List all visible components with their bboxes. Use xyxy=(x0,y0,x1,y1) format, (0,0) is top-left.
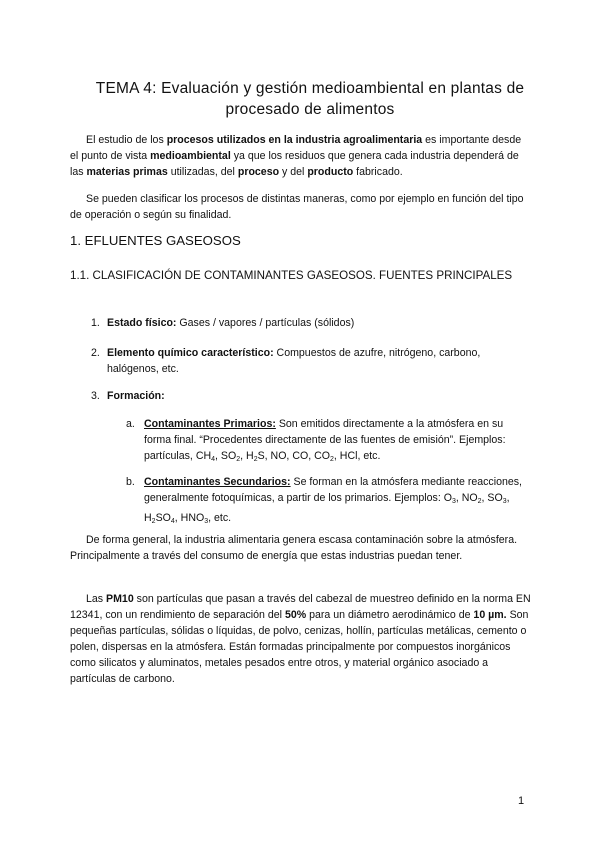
sublist-letter: b. xyxy=(126,476,135,488)
intro-bold-text: materias primas xyxy=(86,166,168,178)
sublist-item xyxy=(126,474,532,530)
formula-text: S, NO, CO, CO xyxy=(257,450,330,462)
intro-text: es importante desde el punto de vista xyxy=(70,134,522,162)
sublist-letter: a. xyxy=(126,418,135,430)
subscript: 2 xyxy=(236,456,241,463)
intro-text: ya que los residuos que genera cada industria dependerá de las xyxy=(70,150,519,178)
intro-text: utilizadas, del xyxy=(167,166,238,178)
subsection-heading: 1.1. CLASIFICACIÓN DE CONTAMINANTES GASEOSOS. FUENTES PRINCIPALES xyxy=(70,269,513,282)
general-paragraph: De forma general, la industria alimentaria genera escasa contaminación sobre la atmósfera. Principalmente a través del consumo de energía que estas industrias puedan tener. xyxy=(70,534,518,562)
pm10-text: Las xyxy=(86,593,107,605)
list-label: Estado físico: xyxy=(107,317,177,329)
intro-paragraph xyxy=(70,132,532,180)
pm10-text: son partículas que pasan a través del cabezal de muestreo definido en la norma EN 12341, con un rendimiento de separación del xyxy=(70,593,531,621)
list-item xyxy=(91,315,531,331)
list-number: 3. xyxy=(91,390,100,402)
formula-text: , SO xyxy=(481,492,503,504)
page-number: 1 xyxy=(518,795,525,807)
pm10-paragraph xyxy=(70,591,532,687)
list-item xyxy=(91,345,531,377)
list-label: Formación: xyxy=(107,390,165,402)
intro-bold-text: proceso xyxy=(237,166,280,178)
intro-bold-text: producto xyxy=(307,166,354,178)
subscript: 3 xyxy=(204,518,209,525)
intro-paragraph-2: Se pueden clasificar los procesos de distintas maneras, como por ejemplo en función del tipo de operación o según su finalidad. xyxy=(70,193,524,221)
list-item xyxy=(91,388,531,404)
intro-bold-text: medioambiental xyxy=(150,150,231,162)
subscript: 2 xyxy=(253,456,258,463)
subscript: 2 xyxy=(477,498,482,505)
formula-text: , H xyxy=(240,450,254,462)
list-text: Compuestos de azufre, nitrógeno, carbono, halógenos, etc. xyxy=(107,347,481,375)
pm10-text: para un diámetro aerodinámico de xyxy=(306,609,474,621)
pm10-bold-text: 50% xyxy=(284,609,307,621)
sublist-text: Se forman en la atmósfera mediante reacciones, generalmente fotoquímicas, a partir de los primarios. Ejemplos: xyxy=(144,476,522,504)
intro-text: El estudio de los xyxy=(86,134,167,146)
document-title: TEMA 4: Evaluación y gestión medioambiental en plantas de procesado de alimentos xyxy=(95,80,525,118)
subscript: 2 xyxy=(330,456,334,463)
sublist-label: Contaminantes Primarios: xyxy=(144,418,276,430)
formula-text: , H xyxy=(144,492,510,524)
subscript: 2 xyxy=(151,518,156,525)
section-heading: 1. EFLUENTES GASEOSOS xyxy=(70,233,241,248)
subscript: 4 xyxy=(170,518,175,525)
pm10-text: Son pequeñas partículas, sólidas o líquidas, de polvo, cenizas, hollín, partículas metálicas, cemento o polen, dispersas en la atmósfera. Están formadas principalmente por compuestos inorgánicos como silicatos y aluminatos, metales pesados entre otros, y material orgánico asociado a partículas de carbono. xyxy=(70,609,529,685)
formula-text: , SO xyxy=(215,450,237,462)
formula-text: , NO xyxy=(455,492,478,504)
subscript: 3 xyxy=(502,498,507,505)
formula-text: , HNO xyxy=(174,512,205,524)
formula-text: , etc. xyxy=(208,512,232,524)
list-label: Elemento químico característico: xyxy=(107,347,274,359)
intro-text: y del xyxy=(279,166,308,178)
subscript: 3 xyxy=(451,498,456,505)
formula-text: , HCl, etc. xyxy=(333,450,381,462)
sublist-item xyxy=(126,416,532,468)
intro-text: fabricado. xyxy=(353,166,403,178)
pm10-bold-text: PM10 xyxy=(106,593,134,605)
intro-bold-text: procesos utilizados en la industria agroalimentaria xyxy=(166,134,423,146)
subscript: 4 xyxy=(211,456,216,463)
pm10-bold-text: 10 µm. xyxy=(473,609,507,621)
sublist-text: Son emitidos directamente a la atmósfera en su forma final. “Procedentes directamente de las fuentes de emisión”. Ejemplos: partículas, CH xyxy=(144,418,506,462)
list-number: 1. xyxy=(91,317,100,329)
formula-text: O xyxy=(443,492,452,504)
formula-text: SO xyxy=(155,512,171,524)
sublist-label: Contaminantes Secundarios: xyxy=(144,476,291,488)
list-text: Gases / vapores / partículas (sólidos) xyxy=(176,317,355,329)
list-number: 2. xyxy=(91,347,100,359)
